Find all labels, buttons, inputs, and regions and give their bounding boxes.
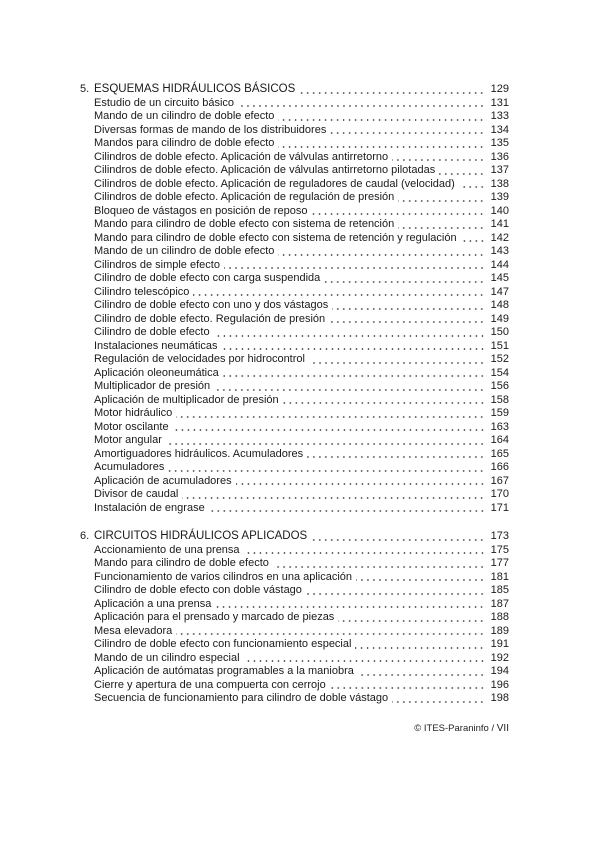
entry-title: Bloqueo de vástagos en posición de reposo — [94, 204, 308, 217]
toc-entry[interactable] — [80, 340, 509, 354]
toc-entry[interactable] — [80, 544, 509, 558]
dot-leader — [338, 620, 485, 622]
footer-copyright: © ITES-Paraninfo / — [414, 723, 495, 734]
entry-title: Cilindros de doble efecto. Aplicación de válvulas antirretorno pilotadas — [94, 164, 436, 176]
entry-page: 163 — [490, 420, 509, 433]
toc-entry[interactable] — [80, 205, 509, 219]
chapter-title: CIRCUITOS HIDRÁULICOS APLICADOS — [94, 530, 308, 542]
entry-page: 149 — [490, 312, 509, 325]
toc-entry[interactable] — [80, 272, 509, 286]
toc-entry[interactable] — [80, 679, 509, 693]
dot-leader — [332, 308, 485, 310]
dot-leader — [330, 132, 485, 134]
dot-leader — [176, 416, 485, 418]
entry-page: 148 — [490, 299, 509, 311]
dot-leader — [166, 443, 485, 445]
entry-page: 151 — [490, 339, 509, 352]
entry-title: Motor hidráulico — [94, 407, 173, 419]
toc-entry[interactable] — [80, 353, 509, 367]
entry-page: 150 — [490, 326, 509, 338]
entry-title: Amortiguadores hidráulicos. Acumuladores — [94, 447, 304, 460]
entry-title: Instalaciones neumáticas — [94, 339, 218, 352]
entry-page: 170 — [490, 488, 509, 500]
entry-page: 198 — [490, 692, 509, 704]
entry-title: Aplicación a una prensa — [94, 597, 212, 610]
entry-page: 165 — [490, 447, 509, 460]
toc-entry[interactable] — [80, 611, 509, 625]
dot-leader — [392, 159, 485, 161]
dot-leader — [238, 105, 485, 107]
dot-leader — [330, 687, 485, 689]
toc-entry[interactable] — [80, 367, 509, 381]
dot-leader — [224, 267, 485, 269]
entry-page: 189 — [490, 624, 509, 637]
entry-page: 158 — [490, 393, 509, 406]
dot-leader — [214, 335, 485, 337]
entry-title: Cilindros de simple efecto — [94, 258, 220, 271]
entry-title: Aplicación de multiplicador de presión — [94, 393, 279, 406]
toc-entry[interactable] — [80, 313, 509, 327]
entry-page: 164 — [490, 434, 509, 446]
entry-title: Cierre y apertura de una compuerta con cerrojo — [94, 678, 326, 691]
toc-entry[interactable] — [80, 232, 509, 246]
entry-page: 145 — [490, 272, 509, 284]
dot-leader — [168, 470, 485, 472]
dot-leader — [176, 633, 485, 635]
entry-title: Multiplicador de presión — [94, 380, 211, 392]
toc-entry[interactable] — [80, 448, 509, 462]
entry-page: 156 — [490, 380, 509, 392]
toc-entry[interactable] — [80, 475, 509, 489]
dot-leader — [283, 402, 485, 404]
dot-leader — [398, 200, 485, 202]
entry-title: Regulación de velocidades por hidrocontrol — [94, 353, 305, 365]
entry-title: Cilindros de doble efecto. Aplicación de válvulas antirretorno — [94, 150, 389, 163]
entry-page: 194 — [490, 665, 509, 677]
entry-page: 139 — [490, 191, 509, 203]
chapter-page: 173 — [490, 530, 509, 542]
entry-title: Aplicación de acumuladores — [94, 474, 232, 487]
toc-entry[interactable] — [80, 299, 509, 313]
entry-page: 181 — [490, 570, 509, 583]
dot-leader — [299, 92, 485, 94]
dot-leader — [215, 606, 485, 608]
toc-entry[interactable] — [80, 571, 509, 585]
entry-page: 133 — [490, 110, 509, 122]
entry-page: 191 — [490, 638, 509, 650]
entry-title: Mando para cilindro de doble efecto — [94, 557, 269, 569]
entry-page: 171 — [490, 501, 509, 514]
toc-entry[interactable] — [80, 421, 509, 435]
entry-page: 141 — [490, 218, 509, 230]
entry-title: Cilindro de doble efecto con doble vástago — [94, 584, 302, 596]
dot-leader — [398, 227, 485, 229]
toc-entry[interactable] — [80, 259, 509, 273]
dot-leader — [273, 566, 485, 568]
entry-page: 188 — [490, 611, 509, 623]
toc-section-6 — [80, 530, 509, 706]
entry-title: Mando de un cilindro de doble efecto — [94, 245, 275, 257]
dot-leader — [193, 294, 485, 296]
dot-leader — [214, 389, 485, 391]
toc-entry[interactable] — [80, 218, 509, 232]
toc-entry[interactable] — [80, 286, 509, 300]
entry-page: 142 — [490, 231, 509, 244]
toc-entry[interactable] — [80, 652, 509, 666]
entry-page: 136 — [490, 150, 509, 163]
dot-leader — [306, 593, 485, 595]
entry-title: Cilindros de doble efecto. Aplicación de regulación de presión — [94, 191, 395, 203]
entry-page: 187 — [490, 597, 509, 610]
entry-title: Instalación de engrase — [94, 501, 205, 514]
dot-leader — [278, 254, 485, 256]
dot-leader — [358, 674, 485, 676]
toc-entry[interactable] — [80, 326, 509, 340]
entry-page: 147 — [490, 285, 509, 298]
entry-title: Cilindro de doble efecto — [94, 326, 210, 338]
entry-title: Cilindro de doble efecto con uno y dos vástagos — [94, 299, 329, 311]
toc-entry[interactable] — [80, 598, 509, 612]
entry-title: Mando de un cilindro especial — [94, 651, 240, 664]
toc-entry[interactable] — [80, 488, 509, 502]
dot-leader — [244, 552, 485, 554]
dot-leader — [439, 173, 485, 175]
chapter-number: 5. — [80, 83, 90, 95]
entry-page: 143 — [490, 245, 509, 257]
entry-title: Secuencia de funcionamiento para cilindro de doble vástago — [94, 692, 389, 704]
toc-entry[interactable] — [80, 557, 509, 571]
entry-title: Cilindros de doble efecto. Aplicación de reguladores de caudal (velocidad) — [94, 177, 455, 190]
dot-leader — [307, 456, 485, 458]
entry-page: 154 — [490, 366, 509, 379]
toc-entry[interactable] — [80, 638, 509, 652]
entry-page: 167 — [490, 474, 509, 487]
toc-entry[interactable] — [80, 124, 509, 138]
entry-title: Diversas formas de mando de los distribuidores — [94, 123, 327, 136]
entry-page: 196 — [490, 678, 509, 691]
dot-leader — [461, 240, 485, 242]
toc-entry[interactable] — [80, 502, 509, 516]
toc-entry[interactable] — [80, 380, 509, 394]
entry-page: 166 — [490, 461, 509, 473]
toc-entry[interactable] — [80, 110, 509, 124]
entry-page: 192 — [490, 651, 509, 664]
entry-page: 152 — [490, 353, 509, 365]
chapter-title: ESQUEMAS HIDRÁULICOS BÁSICOS — [94, 83, 296, 95]
dot-leader — [356, 579, 485, 581]
dot-leader — [459, 186, 485, 188]
entry-title: Aplicación oleoneumática — [94, 366, 219, 379]
entry-title: Accionamiento de una prensa — [94, 543, 240, 556]
dot-leader — [278, 119, 485, 121]
toc-entry[interactable] — [80, 178, 509, 192]
toc-entry[interactable] — [80, 461, 509, 475]
entry-page: 138 — [490, 177, 509, 190]
dot-leader — [309, 362, 485, 364]
entry-title: Divisor de caudal — [94, 488, 179, 500]
entry-title: Mando para cilindro de doble efecto con sistema de retención y regulación — [94, 231, 457, 244]
footer-page-number: VII — [496, 723, 509, 734]
dot-leader — [209, 510, 485, 512]
dot-leader — [236, 483, 485, 485]
dot-leader — [278, 146, 485, 148]
toc-entry[interactable] — [80, 191, 509, 205]
dot-leader — [244, 660, 485, 662]
entry-title: Aplicación de autómatas programables a la maniobra — [94, 665, 354, 677]
entry-page: 137 — [490, 164, 509, 176]
toc-entry[interactable] — [80, 97, 509, 111]
entry-title: Motor oscilante — [94, 420, 169, 433]
chapter-number: 6. — [80, 530, 90, 542]
entry-title: Mandos para cilindro de doble efecto — [94, 137, 275, 149]
dot-leader — [311, 213, 485, 215]
entry-page: 159 — [490, 407, 509, 419]
entry-title: Mesa elevadora — [94, 624, 173, 637]
dot-leader — [392, 701, 485, 703]
entry-title: Cilindro de doble efecto con carga suspendida — [94, 272, 321, 284]
toc-entry[interactable] — [80, 407, 509, 421]
entry-page: 135 — [490, 137, 509, 149]
toc-chapter-heading[interactable] — [80, 530, 509, 544]
entry-page: 140 — [490, 204, 509, 217]
entry-page: 177 — [490, 557, 509, 569]
entry-title: Cilindro de doble efecto con funcionamiento especial — [94, 638, 352, 650]
entry-title: Estudio de un circuito básico — [94, 96, 235, 109]
toc-chapter-heading[interactable] — [80, 83, 509, 97]
toc-entry[interactable] — [80, 625, 509, 639]
toc-entry[interactable] — [80, 692, 509, 706]
toc-entry[interactable] — [80, 394, 509, 408]
dot-leader — [355, 647, 485, 649]
entry-title: Aplicación para el prensado y marcado de piezas — [94, 611, 335, 623]
dot-leader — [173, 429, 485, 431]
entry-page: 175 — [490, 543, 509, 556]
page-footer — [414, 723, 509, 734]
dot-leader — [324, 281, 485, 283]
dot-leader — [329, 321, 485, 323]
toc-entry[interactable] — [80, 584, 509, 598]
entry-title: Mando de un cilindro de doble efecto — [94, 110, 275, 122]
toc-entry[interactable] — [80, 137, 509, 151]
dot-leader — [223, 375, 485, 377]
entry-title: Acumuladores — [94, 461, 165, 473]
toc-entry[interactable] — [80, 151, 509, 165]
toc-entry[interactable] — [80, 665, 509, 679]
dot-leader — [182, 497, 485, 499]
entry-title: Funcionamiento de varios cilindros en una aplicación — [94, 570, 353, 583]
entry-page: 131 — [490, 96, 509, 109]
entry-page: 144 — [490, 258, 509, 271]
toc-entry[interactable] — [80, 164, 509, 178]
entry-title: Cilindro de doble efecto. Regulación de presión — [94, 312, 326, 325]
toc-section-5 — [80, 83, 509, 515]
chapter-page: 129 — [490, 83, 509, 95]
entry-page: 185 — [490, 584, 509, 596]
toc-entry[interactable] — [80, 245, 509, 259]
toc-entry[interactable] — [80, 434, 509, 448]
entry-page: 134 — [490, 123, 509, 136]
entry-title: Mando para cilindro de doble efecto con sistema de retención — [94, 218, 395, 230]
dot-leader — [222, 348, 485, 350]
entry-title: Motor angular — [94, 434, 162, 446]
entry-title: Cilindro telescópico — [94, 285, 190, 298]
dot-leader — [311, 539, 485, 541]
